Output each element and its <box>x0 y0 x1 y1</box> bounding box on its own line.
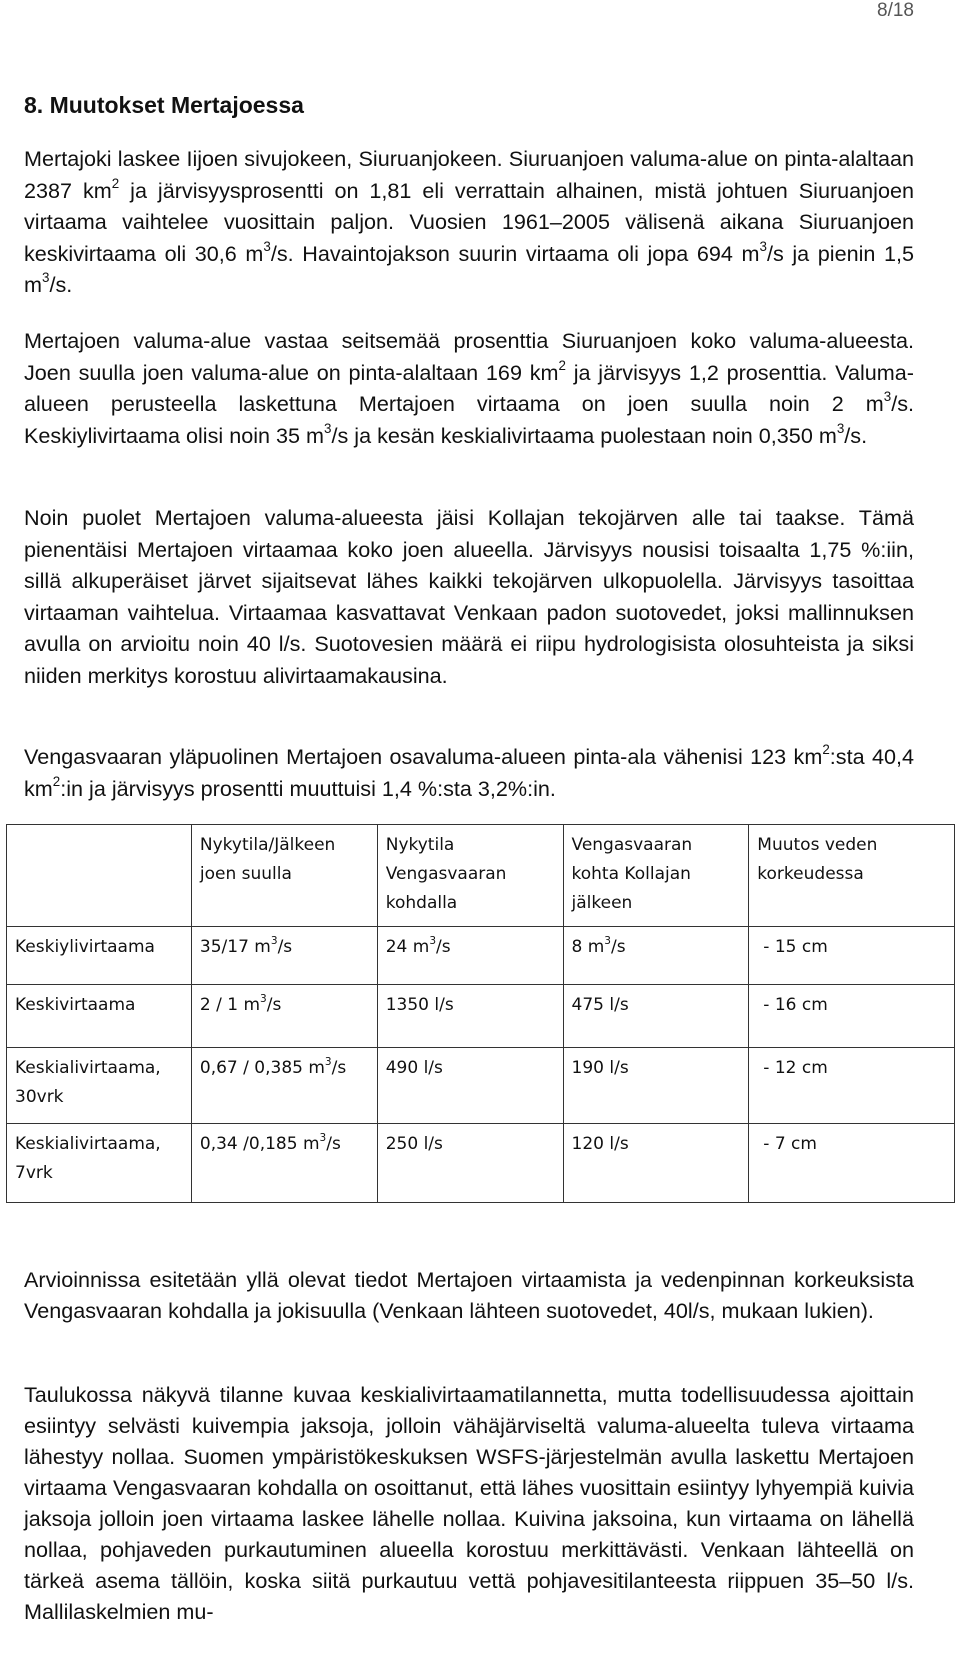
table-header-row <box>7 825 955 927</box>
paragraph-4: Vengasvaaran yläpuolinen Mertajoen osavaluma-alueen pinta-ala vähenisi 123 $km^2:sta$ 40,4 $km^2:in$ ja järvisyys prosentti muuttuisi 1,4 %:sta 3,2%:in. <box>24 741 914 801</box>
table-row <box>7 1124 955 1203</box>
page-number: 8/18 <box>877 0 914 21</box>
paragraph-1: Mertajoki laskee Iijoen sivujokeen, Siuruanjokeen. Siuruanjoen valuma-alue on pinta-alaltaan 2387 $km^2$ ja järvisyysprosentti on 1,81 eli verrattain alhainen, mistä johtuen Siuruanjoen virtaama vaihtelee vuosittain paljon. Vuosien 1961–2005 välisenä aikana Siuruanjoen keskivirtaama oli 30,6 $m^3/s$. Havaintojakson suurin virtaama oli jopa 694 $m^3/s$ ja pienin 1,5 $m^3/s$. <box>24 146 914 297</box>
table-cell: 190 l/s <box>563 1048 749 1124</box>
flow-table <box>6 824 955 1203</box>
table-cell: 250 l/s <box>377 1124 563 1203</box>
table-cell: 120 l/s <box>563 1124 749 1203</box>
section-heading: 8. Muutokset Mertajoessa <box>24 92 304 118</box>
table-cell: 24 $m^3/s$ <box>377 927 563 985</box>
paragraph-2: Mertajoen valuma-alue vastaa seitsemää prosenttia Siuruanjoen koko valuma-alueesta. Joen suulla joen valuma-alue on pinta-alaltaan 169 $km^2$ ja järvisyys 1,2 prosenttia. Valuma-alueen perusteella laskettuna Mertajoen virtaama on joen suulla noin 2 $m^3/s$. Keskiylivirtaama olisi noin 35 $m^3/s$ ja kesän keskialivirtaama puolestaan noin 0,350 $m^3/s$. <box>24 328 914 448</box>
table-cell: - 16 cm <box>749 985 955 1048</box>
table-row <box>7 985 955 1048</box>
table-header: Nykytila/Jälkeen joen suulla <box>191 825 377 927</box>
paragraph-6: Taulukossa näkyvä tilanne kuvaa keskialivirtaamatilannetta, mutta todellisuudessa ajoittain esiintyy selvästi kuivempia jaksoja, jolloin vähäjärviseltä valuma-alueelta tuleva virtaama lähestyy nollaa. Suomen ympäristökeskuksen WSFS-järjestelmän avulla laskettu Mertajoen virtaama Vengasvaaran kohdalla on osoittanut, että lähes vuosittain esiintyy lyhyempiä kuivia jaksoja jolloin joen virtaama laskee lähelle nollaa. Kuivina jaksoina, kun virtaama on lähellä nollaa, pohjaveden purkautuminen alueella korostuu merkittävästi. Venkaan lähteellä on tärkeä asema tällöin, koska siitä purkautuu vettä pohjavesitilanteesta riippuen 35–50 l/s. Mallilaskelmien mu- <box>24 1382 914 1624</box>
table-cell: 475 l/s <box>563 985 749 1048</box>
row-label: Keskivirtaama <box>7 985 192 1048</box>
table-cell: 490 l/s <box>377 1048 563 1124</box>
table-corner-cell <box>7 825 192 927</box>
table-row <box>7 927 955 985</box>
table-cell: 8 $m^3/s$ <box>563 927 749 985</box>
table-header: Muutos veden korkeudessa <box>749 825 955 927</box>
table-cell: 0,34 /0,185 $m^3/s$ <box>191 1124 377 1203</box>
row-label: Keskialivirtaama, 30vrk <box>7 1048 192 1124</box>
table-row <box>7 1048 955 1124</box>
paragraph-3: Noin puolet Mertajoen valuma-alueesta jäisi Kollajan tekojärven alle tai taakse. Tämä pienentäisi Mertajoen virtaamaa koko joen alueella. Järvisyys nousisi toisaalta 1,75 %:iin, sillä alkuperäiset järvet sijaitsevat lähes kaikki tekojärven ulkopuolella. Järvisyys tasoittaa virtaaman vaihtelua. Virtaamaa kasvattavat Venkaan padon suotovedet, joksi mallinnuksen avulla on arvioitu noin 40 l/s. Suotovesien määrä ei riipu hydrologisista olosuhteista ja siksi niiden merkitys korostuu alivirtaamakausina. <box>24 505 914 688</box>
table-cell: 35/17 $m^3/s$ <box>191 927 377 985</box>
table-cell: 0,67 / 0,385 $m^3/s$ <box>191 1048 377 1124</box>
table-cell: 2 / 1 $m^3/s$ <box>191 985 377 1048</box>
table-header: Vengasvaaran kohta Kollajan jälkeen <box>563 825 749 927</box>
table-cell: - 7 cm <box>749 1124 955 1203</box>
paragraph-5: Arvioinnissa esitetään yllä olevat tiedot Mertajoen virtaamista ja vedenpinnan korkeuksista Vengasvaaran kohdalla ja jokisuulla (Venkaan lähteen suotovedet, 40l/s, mukaan lukien). <box>24 1267 914 1323</box>
table-cell: 1350 l/s <box>377 985 563 1048</box>
row-label: Keskiylivirtaama <box>7 927 192 985</box>
table-header: Nykytila Vengasvaaran kohdalla <box>377 825 563 927</box>
table-cell: - 15 cm <box>749 927 955 985</box>
table-cell: - 12 cm <box>749 1048 955 1124</box>
row-label: Keskialivirtaama, 7vrk <box>7 1124 192 1203</box>
